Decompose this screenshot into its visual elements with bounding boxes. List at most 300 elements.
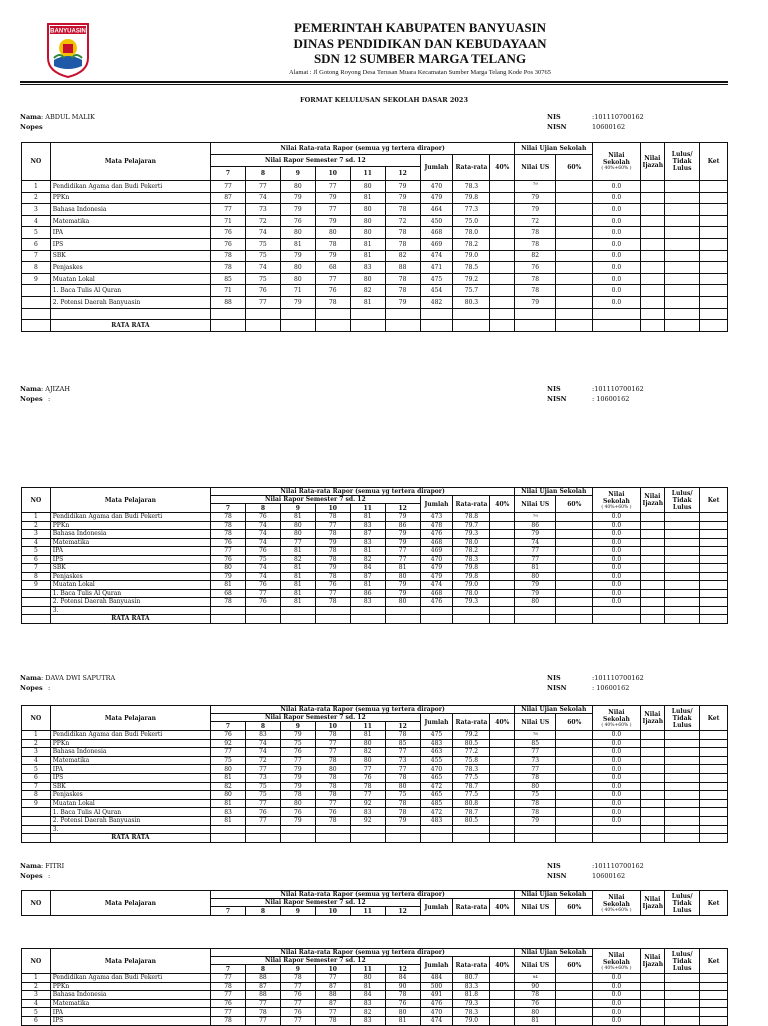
- row-semester-8-score: 74: [245, 564, 280, 573]
- col-subject-header: Mata Pelajaran: [50, 143, 210, 181]
- row-semester-11-score: 83: [350, 598, 385, 607]
- row-jumlah: 474: [420, 250, 453, 262]
- nilai-sekolah-label: Nilai Sekolah: [602, 490, 630, 505]
- col-semester-12-header: 12: [385, 907, 420, 916]
- col-ijazah-header: Nilai Ijazah: [640, 488, 665, 513]
- row-semester-8-score: 77: [245, 799, 280, 808]
- row-nilai-us: 77: [515, 765, 556, 774]
- row-semester-9-score: 80: [280, 799, 315, 808]
- row-semester-10-score: 79: [315, 250, 350, 262]
- row-rata: 80.7: [453, 974, 490, 983]
- nama-label: Nama: [20, 385, 42, 393]
- col-semester-8-header: 8: [245, 504, 280, 513]
- row-jumlah: 482: [420, 296, 453, 308]
- col-semester-8-header: 8: [245, 167, 280, 181]
- row-number: 3: [22, 530, 51, 539]
- row-jumlah: 463: [420, 748, 453, 757]
- row-semester-10-score: 76: [315, 581, 350, 590]
- row-semester-9-score: 81: [280, 564, 315, 573]
- row-semester-11-score: 81: [350, 982, 385, 991]
- row-semester-9-score: 76: [280, 991, 315, 1000]
- student-nopes: :: [48, 395, 51, 403]
- col-semester-11-header: 11: [350, 504, 385, 513]
- row-semester-10-score: 78: [315, 816, 350, 825]
- row-nilai-sekolah: 0.0: [593, 999, 640, 1008]
- student-nisn: 10600162: [592, 872, 626, 880]
- row-subject: PPKn: [50, 739, 210, 748]
- row-40pct: [490, 999, 515, 1008]
- col-nilai-us-header: Nilai US: [515, 957, 556, 974]
- row-nilai-us: 78: [515, 773, 556, 782]
- row-semester-9-score: 79: [280, 773, 315, 782]
- row-semester-9-score: 76: [280, 1008, 315, 1017]
- row-subject: PPKn: [50, 982, 210, 991]
- row-semester-7-score: 71: [211, 285, 246, 297]
- header-government: PEMERINTAH KABUPATEN BANYUASIN: [293, 20, 547, 35]
- col-semester-9-header: 9: [280, 907, 315, 916]
- row-jumlah: 470: [420, 555, 453, 564]
- row-jumlah: 468: [420, 589, 453, 598]
- row-semester-12-score: 79: [385, 538, 420, 547]
- row-semester-7-score: 79: [211, 572, 246, 581]
- col-semester-group-header: Nilai Rapor Semester 7 sd. 12: [211, 496, 421, 504]
- row-semester-12-score: 84: [385, 974, 420, 983]
- header-row-1: [22, 891, 728, 899]
- row-semester-8-score: 77: [245, 765, 280, 774]
- row-semester-7-score: 92: [211, 739, 246, 748]
- row-subject: 2. Potensi Daerah Banyuasin: [50, 816, 210, 825]
- nilai-sekolah-label: Nilai Sekolah: [602, 708, 630, 723]
- nopes-label: Nopes: [20, 684, 43, 692]
- row-semester-11-score: 81: [350, 296, 385, 308]
- row-number: 9: [22, 799, 51, 808]
- logo-text: BANYUASIN: [50, 28, 86, 35]
- student-nisn: 10600162: [592, 123, 626, 131]
- row-semester-10-score: 78: [315, 756, 350, 765]
- row-nilai-us: 84: [515, 974, 556, 983]
- row-subject: 1. Baca Tulis Al Quran: [50, 589, 210, 598]
- row-semester-11-score: 92: [350, 816, 385, 825]
- row-nilai-sekolah: 0.0: [593, 808, 640, 817]
- row-nilai-sekolah: 0.0: [593, 1008, 640, 1017]
- row-semester-7-score: 71: [211, 215, 246, 227]
- row-semester-10-score: 77: [315, 181, 350, 193]
- row-semester-8-score: 76: [245, 581, 280, 590]
- row-nilai-us: 78: [515, 227, 556, 239]
- row-nilai-sekolah: 0.0: [593, 739, 640, 748]
- row-semester-12-score: 78: [385, 991, 420, 1000]
- row-nilai-us: 77: [515, 555, 556, 564]
- row-semester-7-score: 80: [211, 564, 246, 573]
- row-semester-10-score: 87: [315, 999, 350, 1008]
- row-jumlah: 464: [420, 204, 453, 216]
- student-name: : ABDUL MALIK: [41, 113, 95, 121]
- col-ket-header: Ket: [700, 488, 728, 513]
- col-semester-10-header: 10: [315, 907, 350, 916]
- row-subject: Matematika: [50, 215, 210, 227]
- col-40pct-header: 40%: [490, 714, 515, 731]
- row-jumlah: 468: [420, 227, 453, 239]
- row-semester-8-score: 75: [245, 555, 280, 564]
- row-semester-11-score: 80: [350, 974, 385, 983]
- row-semester-8-score: 76: [245, 547, 280, 556]
- row-semester-12-score: 78: [385, 285, 420, 297]
- row-semester-10-score: 78: [315, 513, 350, 522]
- row-semester-9-score: 79: [280, 816, 315, 825]
- row-semester-9-score: 80: [280, 181, 315, 193]
- row-semester-10-score: 80: [315, 765, 350, 774]
- col-jumlah-header: Jumlah: [420, 714, 453, 731]
- row-semester-10-score: 78: [315, 238, 350, 250]
- col-nilai-us-header: Nilai US: [515, 496, 556, 513]
- row-nilai-sekolah: 0.0: [593, 273, 640, 285]
- col-ket-header: Ket: [700, 706, 728, 731]
- row-semester-9-score: 75: [280, 739, 315, 748]
- row-nilai-us: 79: [515, 181, 556, 193]
- row-semester-8-score: 77: [245, 589, 280, 598]
- row-semester-9-score: 80: [280, 273, 315, 285]
- col-semester-12-header: 12: [385, 965, 420, 974]
- row-semester-11-score: 86: [350, 589, 385, 598]
- row-number: 8: [22, 572, 51, 581]
- row-subject: 3.: [50, 825, 210, 834]
- row-semester-9-score: 76: [280, 215, 315, 227]
- col-semester-10-header: 10: [315, 167, 350, 181]
- col-ijazah-header: Nilai Ijazah: [640, 891, 665, 916]
- row-semester-12-score: 77: [385, 748, 420, 757]
- row-subject: SBK: [50, 564, 210, 573]
- col-subject-header: Mata Pelajaran: [50, 706, 210, 731]
- row-jumlah: 485: [420, 799, 453, 808]
- header-row-1: [22, 949, 728, 957]
- row-semester-12-score: 78: [385, 799, 420, 808]
- row-nilai-us: 78: [515, 238, 556, 250]
- row-semester-9-score: 79: [280, 782, 315, 791]
- row-lulus: [665, 991, 700, 1000]
- row-subject: 1. Baca Tulis Al Quran: [50, 808, 210, 817]
- row-semester-12-score: 79: [385, 192, 420, 204]
- row-semester-7-score: 77: [211, 181, 246, 193]
- col-semester-10-header: 10: [315, 504, 350, 513]
- row-semester-7-score: 82: [211, 782, 246, 791]
- row-semester-8-score: 77: [245, 999, 280, 1008]
- row-subject: Matematika: [50, 999, 210, 1008]
- row-nilai-sekolah: 0.0: [593, 538, 640, 547]
- row-semester-7-score: 76: [211, 238, 246, 250]
- row-semester-7-score: 81: [211, 581, 246, 590]
- col-semester-12-header: 12: [385, 722, 420, 731]
- col-nilai-us-header: Nilai US: [515, 714, 556, 731]
- col-jumlah-header: Jumlah: [420, 957, 453, 974]
- row-semester-12-score: 77: [385, 555, 420, 564]
- col-no-header: NO: [22, 488, 51, 513]
- row-number: 7: [22, 782, 51, 791]
- row-semester-8-score: 74: [245, 739, 280, 748]
- row-semester-11-score: 83: [350, 808, 385, 817]
- row-jumlah: 475: [420, 273, 453, 285]
- col-no-header: NO: [22, 143, 51, 181]
- grade-table: [21, 948, 728, 1026]
- row-semester-8-score: 76: [245, 598, 280, 607]
- col-semester-9-header: 9: [280, 167, 315, 181]
- row-jumlah: 491: [420, 991, 453, 1000]
- row-rata: 78.0: [453, 538, 490, 547]
- nilai-sekolah-sub: ( 40%+60% ): [601, 965, 632, 971]
- row-subject: Pendidikan Agama dan Budi Pekerti: [50, 181, 210, 193]
- row-ket: [700, 982, 728, 991]
- row-semester-9-score: 81: [280, 513, 315, 522]
- row-rata: 81.8: [453, 991, 490, 1000]
- row-subject: PPKn: [50, 521, 210, 530]
- row-nilai-us: 79: [515, 296, 556, 308]
- row-semester-7-score: 76: [211, 731, 246, 740]
- row-number: 1: [22, 181, 51, 193]
- nama-label: Nama: [20, 674, 42, 682]
- row-subject: Penjaskes: [50, 262, 210, 274]
- col-jumlah-header: Jumlah: [420, 155, 453, 181]
- nis-label: NIS: [547, 113, 561, 121]
- row-semester-12-score: 86: [385, 521, 420, 530]
- row-semester-7-score: 76: [211, 999, 246, 1008]
- row-subject: Matematika: [50, 538, 210, 547]
- col-40pct-header: 40%: [490, 496, 515, 513]
- row-rata: 79.8: [453, 564, 490, 573]
- col-semester-8-header: 8: [245, 722, 280, 731]
- row-lulus: [665, 1008, 700, 1017]
- row-rata: 79.0: [453, 250, 490, 262]
- row-semester-8-score: 74: [245, 192, 280, 204]
- row-nilai-sekolah: 0.0: [593, 991, 640, 1000]
- row-40pct: [490, 1008, 515, 1017]
- row-semester-12-score: 79: [385, 816, 420, 825]
- row-40pct: [490, 974, 515, 983]
- row-semester-8-score: 72: [245, 215, 280, 227]
- row-nilai-sekolah: 0.0: [593, 564, 640, 573]
- row-semester-12-score: 80: [385, 598, 420, 607]
- row-40pct: [490, 991, 515, 1000]
- row-nilai-us: 90: [515, 982, 556, 991]
- row-subject: Muatan Lokal: [50, 273, 210, 285]
- col-semester-12-header: 12: [385, 167, 420, 181]
- row-semester-12-score: 88: [385, 262, 420, 274]
- row-nilai-sekolah: 0.0: [593, 765, 640, 774]
- row-jumlah: 469: [420, 547, 453, 556]
- row-nilai-sekolah: 0.0: [593, 572, 640, 581]
- row-number: 1: [22, 513, 51, 522]
- row-rata: 80.3: [453, 296, 490, 308]
- row-semester-10-score: 76: [315, 808, 350, 817]
- student-nopes: :: [48, 684, 51, 692]
- row-nilai-us: 76: [515, 999, 556, 1008]
- col-no-header: NO: [22, 949, 51, 974]
- row-semester-8-score: 74: [245, 572, 280, 581]
- col-semester-7-header: 7: [211, 722, 246, 731]
- row-number: 9: [22, 581, 51, 590]
- table-row: [22, 974, 728, 983]
- row-rata: 83.3: [453, 982, 490, 991]
- row-semester-10-score: 79: [315, 192, 350, 204]
- col-rapor-group-header: Nilai Rata-rata Rapor (semua yg tertera dirapor): [211, 949, 515, 957]
- col-lulus-header: Lulus/ Tidak Lulus: [665, 891, 700, 916]
- row-rata: 78.3: [453, 1008, 490, 1017]
- row-subject: Muatan Lokal: [50, 581, 210, 590]
- row-semester-12-score: 75: [385, 791, 420, 800]
- row-ket: [700, 974, 728, 983]
- row-semester-9-score: 79: [280, 296, 315, 308]
- row-rata: 75.8: [453, 756, 490, 765]
- row-semester-12-score: 72: [385, 215, 420, 227]
- row-number: 6: [22, 1016, 51, 1025]
- row-semester-12-score: 78: [385, 204, 420, 216]
- row-semester-8-score: 74: [245, 262, 280, 274]
- row-semester-9-score: 80: [280, 530, 315, 539]
- row-semester-11-score: 81: [350, 238, 385, 250]
- nisn-label: NISN: [547, 872, 567, 880]
- row-number: 4: [22, 538, 51, 547]
- row-jumlah: 475: [420, 731, 453, 740]
- row-nilai-us: 78: [515, 273, 556, 285]
- row-semester-8-score: 76: [245, 285, 280, 297]
- row-semester-8-score: 74: [245, 530, 280, 539]
- row-semester-11-score: 78: [350, 782, 385, 791]
- row-semester-12-score: 79: [385, 589, 420, 598]
- row-semester-10-score: 78: [315, 731, 350, 740]
- row-subject: Muatan Lokal: [50, 799, 210, 808]
- row-nilai-us: 75: [515, 791, 556, 800]
- average-label: RATA RATA: [50, 320, 210, 332]
- row-jumlah: 472: [420, 782, 453, 791]
- row-jumlah: 472: [420, 808, 453, 817]
- average-label: RATA RATA: [50, 615, 210, 624]
- row-nilai-us: 78: [515, 731, 556, 740]
- row-ket: [700, 991, 728, 1000]
- row-rata: 77.2: [453, 748, 490, 757]
- row-rata: 78.3: [453, 555, 490, 564]
- row-number: 2: [22, 739, 51, 748]
- row-rata: 79.3: [453, 999, 490, 1008]
- row-nilai-sekolah: 0.0: [593, 192, 640, 204]
- row-semester-7-score: 78: [211, 262, 246, 274]
- nisn-label: NISN: [547, 395, 567, 403]
- row-jumlah: 474: [420, 1016, 453, 1025]
- row-rata: 78.3: [453, 765, 490, 774]
- row-semester-7-score: 75: [211, 756, 246, 765]
- row-semester-12-score: 79: [385, 181, 420, 193]
- row-semester-12-score: 77: [385, 765, 420, 774]
- row-subject: Bahasa Indonesia: [50, 748, 210, 757]
- row-jumlah: 454: [420, 285, 453, 297]
- row-jumlah: 479: [420, 572, 453, 581]
- row-number: 5: [22, 547, 51, 556]
- row-jumlah: 470: [420, 1008, 453, 1017]
- row-rata: 80.5: [453, 739, 490, 748]
- col-subject-header: Mata Pelajaran: [50, 891, 210, 916]
- row-semester-11-score: 83: [350, 999, 385, 1008]
- col-60pct-header: 60%: [556, 714, 593, 731]
- row-ijazah: [640, 991, 665, 1000]
- row-semester-11-score: 82: [350, 285, 385, 297]
- row-jumlah: 500: [420, 982, 453, 991]
- col-us-group-header: Nilai Ujian Sekolah: [515, 143, 593, 155]
- row-jumlah: 483: [420, 816, 453, 825]
- row-nilai-sekolah: 0.0: [593, 204, 640, 216]
- row-subject: IPA: [50, 227, 210, 239]
- row-nilai-us: 80: [515, 782, 556, 791]
- row-semester-12-score: 78: [385, 731, 420, 740]
- row-subject: SBK: [50, 782, 210, 791]
- col-rapor-group-header: Nilai Rata-rata Rapor (semua yg tertera dirapor): [211, 891, 515, 899]
- row-semester-11-score: 76: [350, 773, 385, 782]
- row-jumlah: 455: [420, 756, 453, 765]
- col-semester-12-header: 12: [385, 504, 420, 513]
- row-semester-10-score: 87: [315, 982, 350, 991]
- col-rata-header: Rata-rata: [453, 957, 490, 974]
- row-semester-11-score: 87: [350, 572, 385, 581]
- row-rata: 79.3: [453, 530, 490, 539]
- row-rata: 78.8: [453, 513, 490, 522]
- row-number: 8: [22, 262, 51, 274]
- col-rapor-group-header: Nilai Rata-rata Rapor (semua yg tertera dirapor): [211, 488, 515, 496]
- col-jumlah-header: Jumlah: [420, 899, 453, 916]
- grade-table-header-strip: [21, 890, 728, 916]
- row-nilai-sekolah: 0.0: [593, 547, 640, 556]
- row-rata: 77.5: [453, 791, 490, 800]
- row-semester-11-score: 84: [350, 991, 385, 1000]
- col-rata-header: Rata-rata: [453, 899, 490, 916]
- row-semester-9-score: 76: [280, 808, 315, 817]
- row-semester-7-score: 78: [211, 982, 246, 991]
- row-semester-8-score: 87: [245, 982, 280, 991]
- row-nilai-sekolah: 0.0: [593, 555, 640, 564]
- row-nilai-sekolah: 0.0: [593, 589, 640, 598]
- nopes-label: Nopes: [20, 123, 43, 131]
- row-subject: IPS: [50, 238, 210, 250]
- col-40pct-header: 40%: [490, 957, 515, 974]
- col-ijazah-header: Nilai Ijazah: [640, 706, 665, 731]
- row-semester-8-score: 88: [245, 974, 280, 983]
- row-subject: Penjaskes: [50, 572, 210, 581]
- col-semester-11-header: 11: [350, 907, 385, 916]
- row-nilai-us: 81: [515, 1016, 556, 1025]
- row-number: 5: [22, 1008, 51, 1017]
- table-row: [22, 991, 728, 1000]
- row-jumlah: 484: [420, 974, 453, 983]
- row-jumlah: 471: [420, 262, 453, 274]
- row-semester-8-score: 77: [245, 816, 280, 825]
- row-semester-12-score: 78: [385, 238, 420, 250]
- col-ijazah-header: Nilai Ijazah: [640, 949, 665, 974]
- row-semester-7-score: 80: [211, 765, 246, 774]
- row-semester-11-score: 81: [350, 731, 385, 740]
- row-semester-10-score: 78: [315, 598, 350, 607]
- row-number: 1: [22, 974, 51, 983]
- row-semester-11-score: 83: [350, 521, 385, 530]
- row-semester-10-score: 80: [315, 227, 350, 239]
- row-nilai-us: 81: [515, 564, 556, 573]
- document-title: FORMAT KELULUSAN SEKOLAH DASAR 2023: [300, 96, 468, 104]
- row-lulus: [665, 1016, 700, 1025]
- row-number: 8: [22, 791, 51, 800]
- row-semester-10-score: 78: [315, 530, 350, 539]
- row-number: 4: [22, 215, 51, 227]
- col-semester-9-header: 9: [280, 965, 315, 974]
- row-number: 7: [22, 564, 51, 573]
- row-rata: 79.7: [453, 521, 490, 530]
- row-semester-10-score: 79: [315, 564, 350, 573]
- row-nilai-sekolah: 0.0: [593, 782, 640, 791]
- row-semester-11-score: 82: [350, 748, 385, 757]
- row-ijazah: [640, 1008, 665, 1017]
